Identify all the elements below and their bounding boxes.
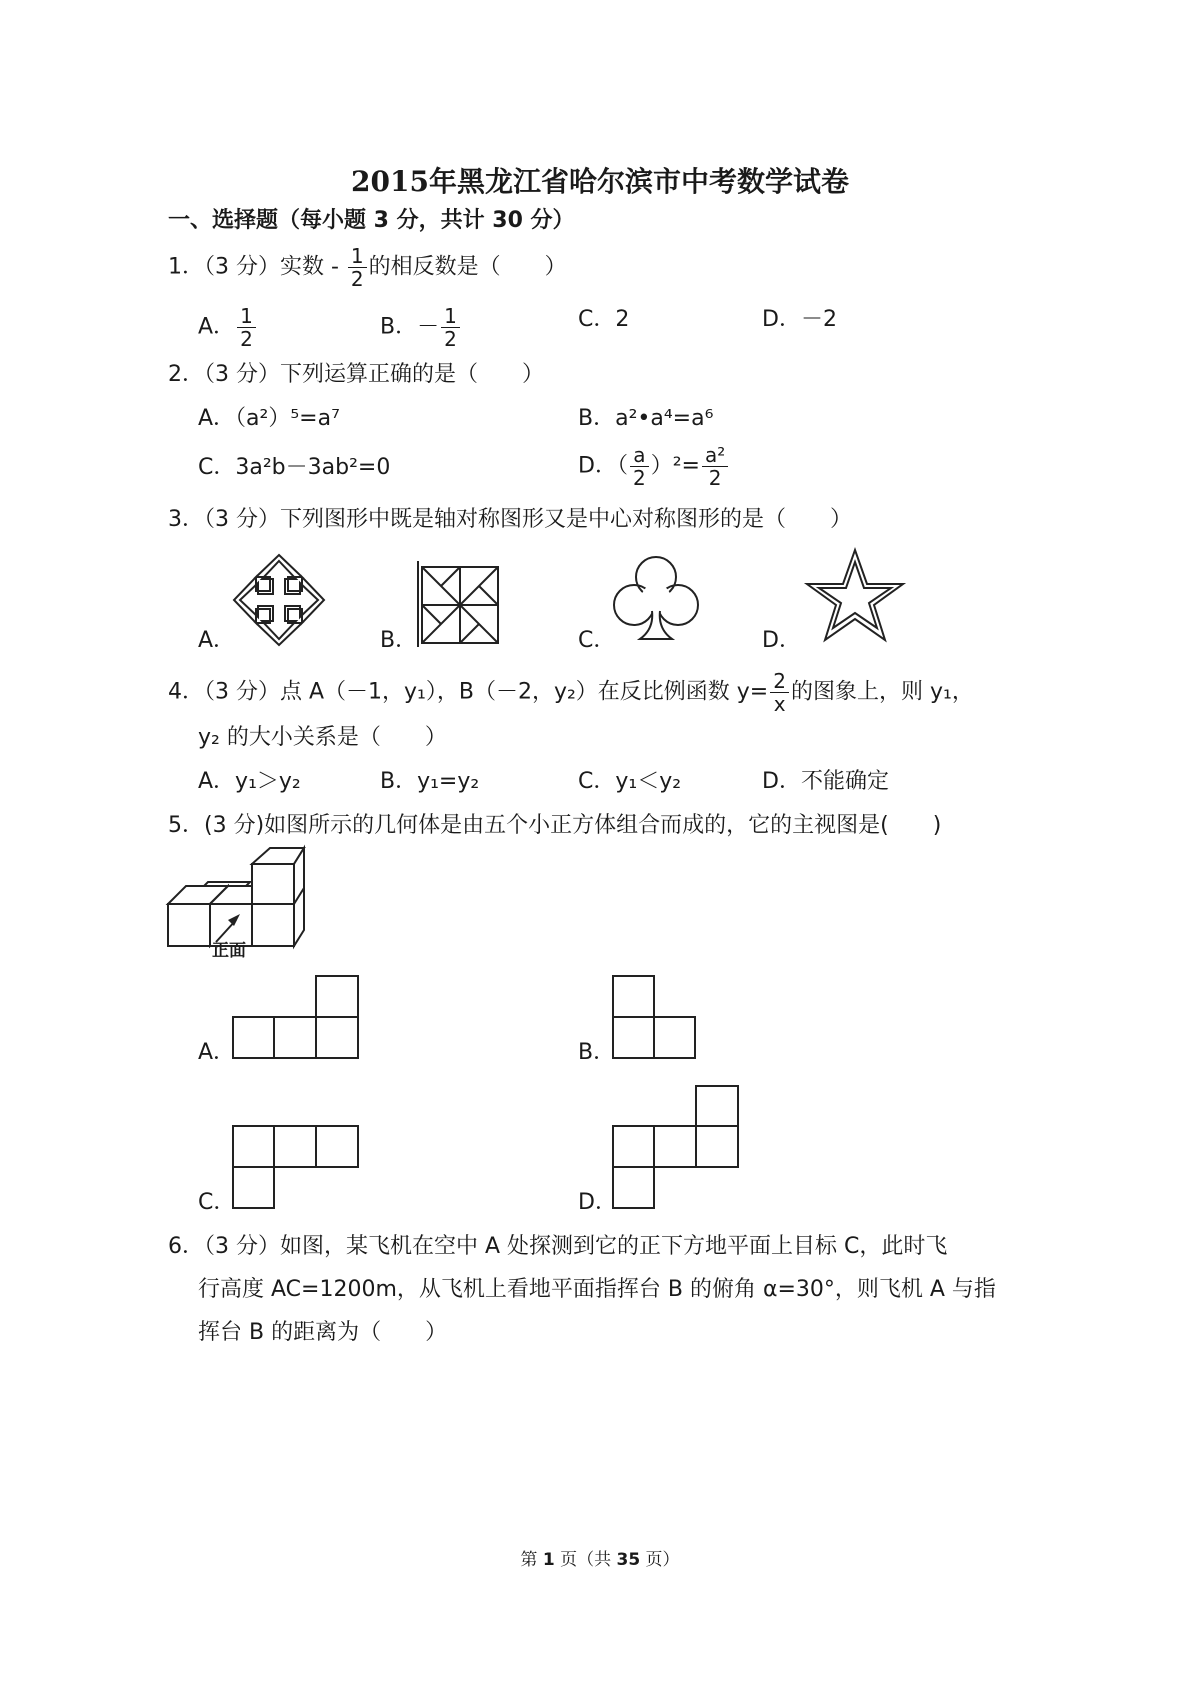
q2-option-b[interactable]: B．a²•a⁴=a⁶	[578, 406, 714, 431]
page-title: 2015年黑龙江省哈尔滨市中考数学试卷	[351, 165, 849, 198]
q1-stem-post: 的相反数是（ ）	[368, 254, 567, 280]
q1-option-a[interactable]: A． $\frac{1}{2}$	[198, 305, 258, 350]
question-5: 5．(3 分)如图所示的几何体是由五个小正方体组合而成的，它的主视图是( )	[168, 813, 942, 838]
question-1	[168, 245, 567, 290]
q5-option-c[interactable]: C．	[198, 1190, 236, 1215]
q1-option-c[interactable]: C．2	[578, 307, 630, 332]
page-total: 35	[616, 1550, 641, 1570]
q4-fraction: $\frac{2}{x}$	[770, 670, 789, 715]
question-2: 2．（3 分）下列运算正确的是（ ）	[168, 362, 544, 387]
q3-option-d[interactable]: D．	[762, 628, 801, 653]
q4-option-a[interactable]: A．y₁＞y₂	[198, 769, 301, 794]
question-6-line-1: 6．（3 分）如图，某飞机在空中 A 处探测到它的正下方地平面上目标 C，此时飞	[168, 1234, 948, 1259]
view-option-b-figure	[612, 975, 696, 1059]
question-4: 4．（3 分）点 A（－1，y₁），B（－2，y₂）在反比例函数 y= $\frac{2}{x}$ 的图象上，则 y₁，	[168, 669, 974, 716]
q1-stem-pre: 1．（3 分）实数 -	[168, 254, 346, 280]
page-footer: 第 1 页（共 35 页）	[520, 1550, 680, 1570]
q1-option-d[interactable]: D．－2	[762, 307, 837, 332]
q3-option-a[interactable]: A．	[198, 628, 236, 653]
q5-option-d[interactable]: D．	[578, 1190, 617, 1215]
club-suit-figure	[612, 553, 700, 643]
q3-option-b[interactable]: B．	[380, 628, 418, 653]
q4-option-c[interactable]: C．y₁＜y₂	[578, 769, 682, 794]
q2-option-a[interactable]: A．（a²）⁵=a⁷	[198, 406, 340, 431]
question-6-line-3: 挥台 B 的距离为（ ）	[198, 1320, 448, 1345]
view-option-a-figure	[232, 975, 359, 1059]
pinwheel-figure	[416, 561, 500, 647]
q4-option-d[interactable]: D．不能确定	[762, 769, 889, 794]
q4-option-b[interactable]: B．y₁=y₂	[380, 769, 480, 794]
q1-fraction: $\frac{1}{2}$	[348, 245, 367, 290]
front-view-label: 正面	[212, 941, 246, 961]
q5-option-a[interactable]: A．	[198, 1040, 236, 1065]
q2-option-d[interactable]: D．（ $\frac{a}{2}$ ）²= $\frac{\text{a²}}{2}$	[578, 444, 730, 489]
five-point-star-figure	[805, 548, 905, 644]
page-number: 1	[542, 1550, 555, 1570]
view-option-c-figure	[232, 1125, 359, 1209]
q2-option-c[interactable]: C．3a²b－3ab²=0	[198, 455, 391, 480]
q3-option-c[interactable]: C．	[578, 628, 616, 653]
q5-option-b[interactable]: B．	[578, 1040, 616, 1065]
section-heading: 一、选择题（每小题 3 分，共计 30 分）	[168, 208, 575, 233]
question-3: 3．（3 分）下列图形中既是轴对称图形又是中心对称图形的是（ ）	[168, 507, 852, 532]
four-arrow-cross-figure	[232, 553, 326, 647]
q1-option-b[interactable]: B．－ $\frac{1}{2}$	[380, 305, 462, 350]
view-option-d-figure	[612, 1085, 739, 1209]
question-6-line-2: 行高度 AC=1200m，从飞机上看地平面指挥台 B 的俯角 α=30°，则飞机 A 与指	[198, 1277, 996, 1302]
question-4-line-2: y₂ 的大小关系是（ ）	[198, 725, 447, 750]
